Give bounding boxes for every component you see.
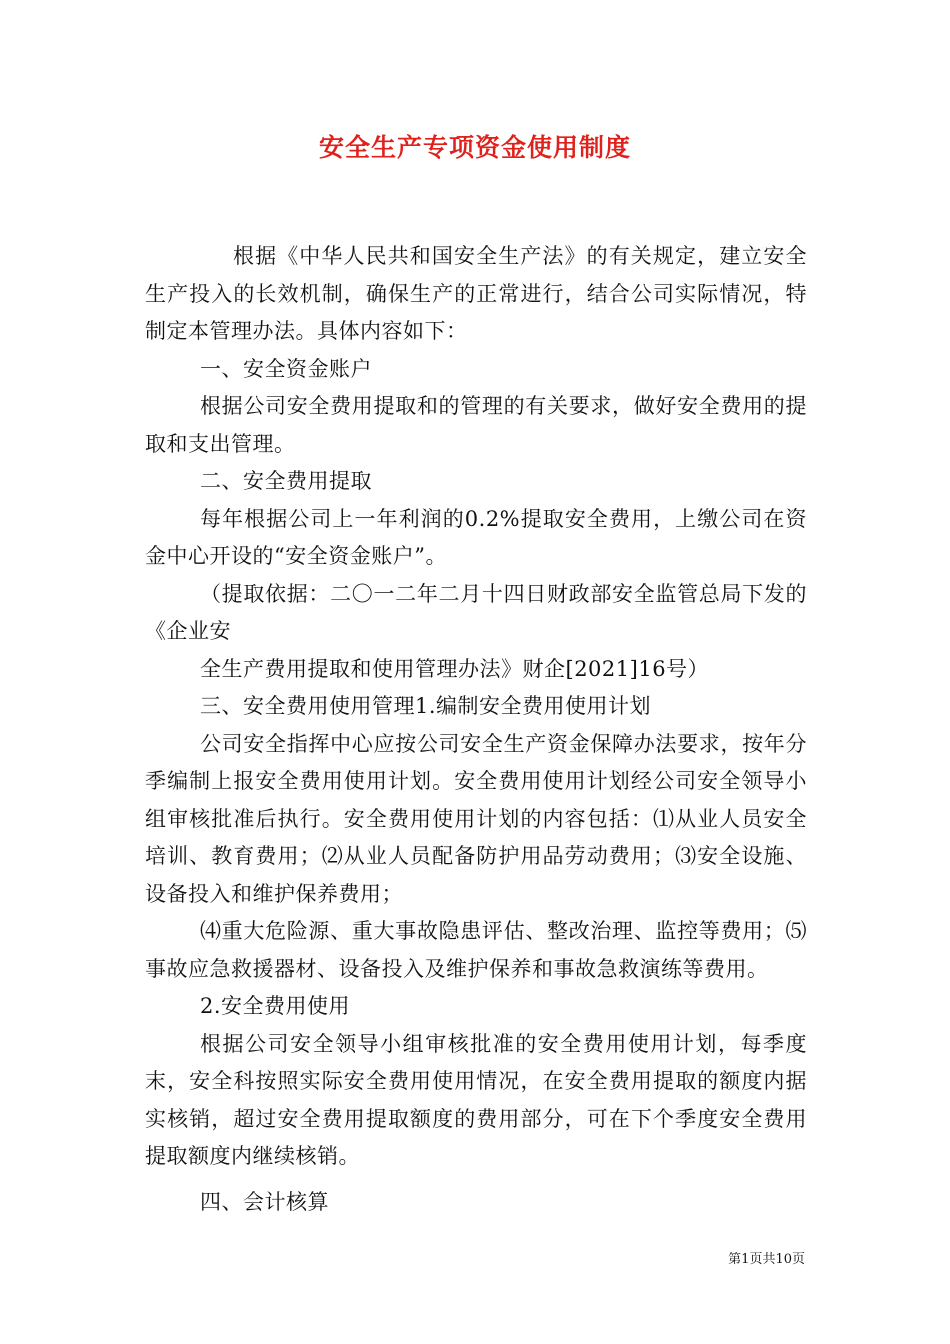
paragraph-usage: 根据公司安全领导小组审核批准的安全费用使用计划，每季度末，安全科按照实际安全费用使用情况，在安全费用提取的额度内据实核销，超过安全费用提取额度的费用部分，可在下个季度安全费用提取额度内继续核销。 — [145, 1031, 807, 1168]
document-title: 安全生产专项资金使用制度 — [318, 133, 631, 162]
paragraph-plan-items: ⑷重大危险源、重大事故隐患评估、整改治理、监控等费用；⑸事故应急救援器材、设备投入及维护保养和事故急救演练等费用。 — [145, 919, 807, 981]
paragraph-basis-1: （提取依据：二〇一二年二月十四日财政部安全监管总局下发的《企业安 — [145, 581, 807, 643]
section-heading-3: 三、安全费用使用管理1.编制安全费用使用计划 — [200, 694, 652, 718]
document-body — [145, 238, 807, 1221]
paragraph-basis-2: 全生产费用提取和使用管理办法》财企[2021]16号） — [200, 656, 710, 681]
paragraph-plan: 公司安全指挥中心应按公司安全生产资金保障办法要求，按年分季编制上报安全费用使用计划。安全费用使用计划经公司安全领导小组审核批准后执行。安全费用使用计划的内容包括：⑴从业人员安全培训、教育费用；⑵从业人员配备防护用品劳动费用；⑶安全设施、设备投入和维护保养费用； — [145, 731, 807, 906]
subsection-heading-usage: 2.安全费用使用 — [200, 994, 351, 1018]
paragraph-account: 根据公司安全费用提取和的管理的有关要求，做好安全费用的提取和支出管理。 — [145, 394, 807, 456]
page-number: 第1页共10页 — [728, 1252, 805, 1267]
intro-paragraph: 根据《中华人民共和国安全生产法》的有关规定，建立安全生产投入的长效机制，确保生产的正常进行，结合公司实际情况，特制定本管理办法。具体内容如下： — [145, 244, 807, 343]
section-heading-1: 一、安全资金账户 — [200, 356, 372, 381]
section-heading-2: 二、安全费用提取 — [200, 469, 372, 493]
paragraph-extraction: 每年根据公司上一年利润的0.2%提取安全费用，上缴公司在资金中心开设的“安全资金账户”。 — [145, 506, 807, 568]
section-heading-4: 四、会计核算 — [200, 1189, 329, 1214]
